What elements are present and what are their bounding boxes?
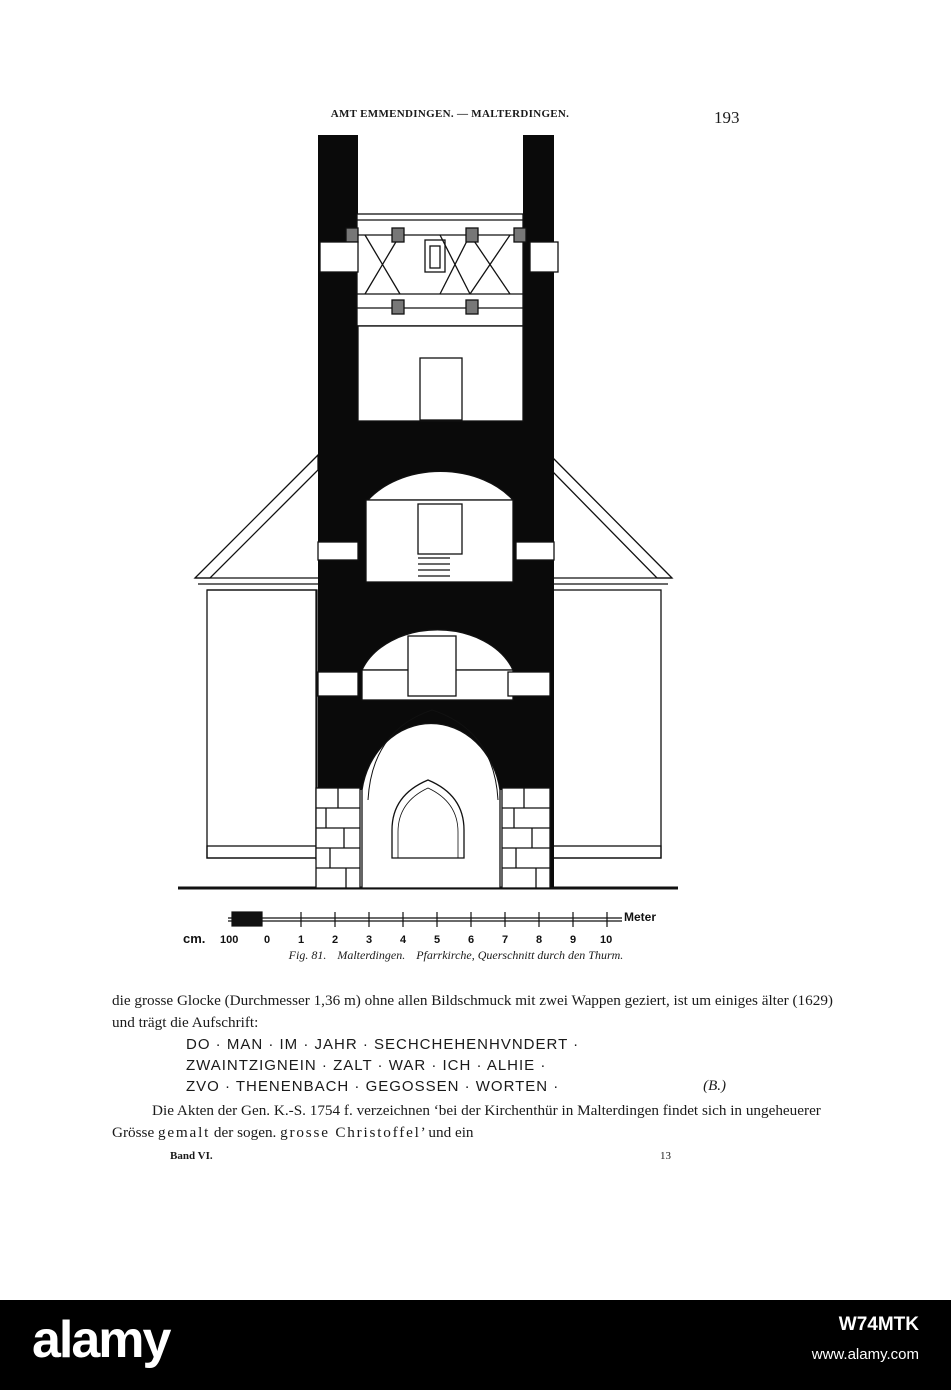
inscription-source-mark: (B.) — [703, 1078, 726, 1094]
paragraph-text: der sogen. — [213, 1124, 277, 1141]
scale-unit-meter: Meter — [624, 910, 657, 924]
running-head: AMT EMMENDINGEN. — MALTERDINGEN. — [330, 108, 570, 120]
paragraph-text: ’ und ein — [420, 1124, 474, 1141]
alamy-logo: alamy — [32, 1311, 170, 1369]
left-nave-wall — [207, 590, 317, 858]
scale-label: 100 — [220, 934, 239, 946]
scale-label: 8 — [536, 934, 543, 946]
right-roof — [553, 458, 672, 578]
page-number: 193 — [714, 108, 740, 127]
paragraph-bell: die grosse Glocke (Durchmesser 1,36 m) ohne allen Bildschmuck mit zwei Wappen geziert, ist um einiges älter (1629) und trägt die Aufschrift: — [112, 992, 833, 1031]
emphasis-text: gemalt — [157, 1124, 211, 1141]
left-roof — [195, 455, 318, 578]
scale-bar — [228, 912, 622, 927]
footer-signature: 13 — [660, 1150, 671, 1162]
inscription-line: ZWAINTZIGNEIN · ZALT · WAR · ICH · ALHIE · — [186, 1057, 547, 1074]
inscription-line: DO · MAN · IM · JAHR · SECHCHEHENHVNDERT · — [186, 1036, 580, 1053]
footer-volume: Band VI. — [170, 1150, 213, 1162]
bell-inscription — [186, 1034, 746, 1097]
paragraph-records — [112, 1100, 834, 1144]
scale-label: 2 — [332, 934, 339, 946]
scale-label: 3 — [366, 934, 373, 946]
figure-caption — [140, 948, 780, 963]
scale-label: 6 — [468, 934, 475, 946]
watermark-url: www.alamy.com — [811, 1346, 919, 1363]
emphasis-text: grosse Christoffel — [280, 1124, 421, 1141]
scale-unit-cm: cm. — [183, 931, 206, 946]
scale-label: 7 — [502, 934, 509, 946]
scale-label: 9 — [570, 934, 577, 946]
stock-watermark-bar — [0, 1300, 951, 1390]
caption-place: Malterdingen. — [337, 948, 406, 962]
paragraph-text: Die Akten der Gen. K.-S. 1754 f. verzeichnen ‘bei der Kirchenthür in Malterdingen findet sich in ungeheuerer Grösse — [112, 1102, 821, 1141]
inscription-line: ZVO · THENENBACH · GEGOSSEN · WORTEN · — [186, 1078, 560, 1095]
scale-label: 5 — [434, 934, 441, 946]
scale-label: 0 — [264, 934, 271, 946]
scale-label: 1 — [298, 934, 305, 946]
scale-label: 10 — [600, 934, 613, 946]
caption-description: Pfarrkirche, Querschnitt durch den Thurm. — [416, 948, 624, 962]
right-nave-wall — [551, 590, 661, 858]
image-id: W74MTK — [838, 1314, 919, 1335]
caption-number: Fig. 81. — [288, 948, 327, 962]
scale-label: 4 — [400, 934, 407, 946]
tower-cross-section-drawing — [170, 125, 690, 965]
